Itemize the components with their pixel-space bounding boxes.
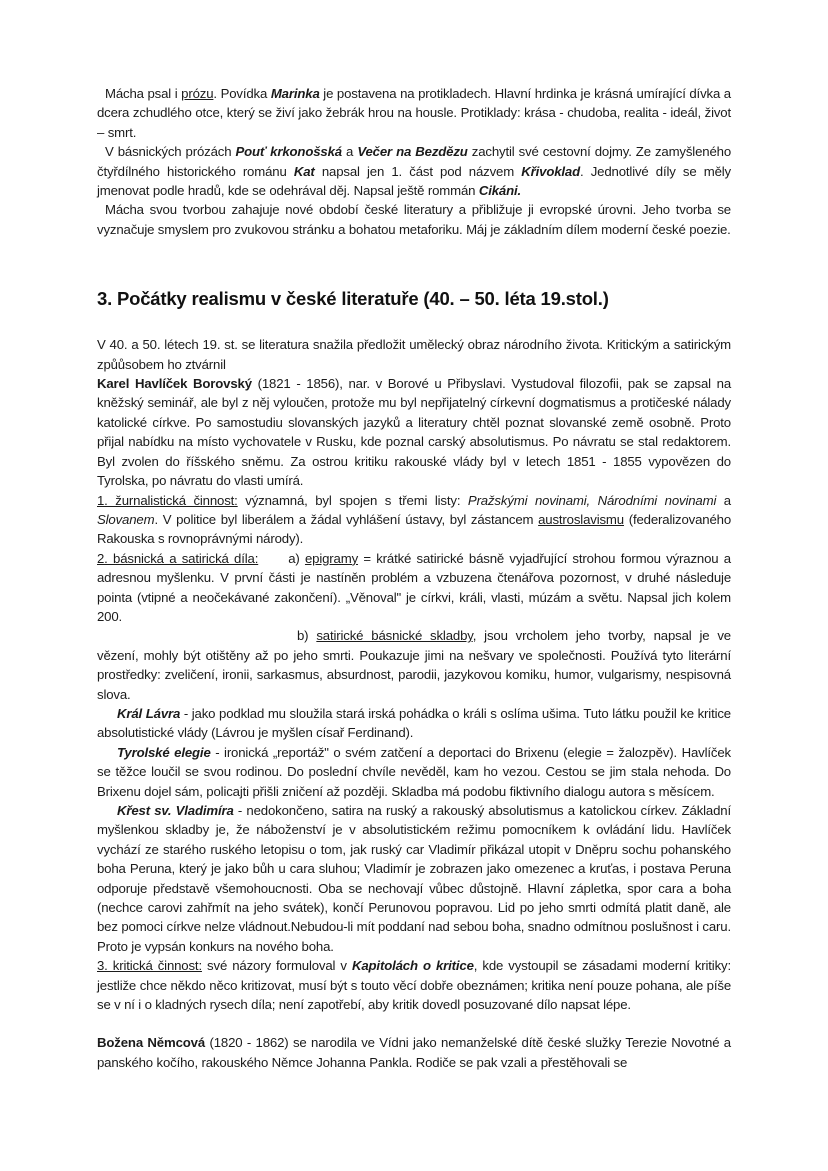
paragraph-poetry-b: b) satirické básnické skladby, jsou vrcholem jeho tvorby, napsal je ve vězení, mohly být otištěny až po jeho smrti. Poukazuje jimi na nešvary ve společnosti. Používá tyto literární prostředky: zveličení, ironii, sarkasmus, absurdnost, parodii, jazykovou komiku, humor, vulgarismy, nespisovná slova.	[97, 628, 731, 702]
paragraph-macha-summary: Mácha svou tvorbou zahajuje nové období české literatury a přibližuje ji evropské úrovni. Jeho tvorba se vyznačuje smyslem pro zvukovou stránku a bohatou metaforiku. Máj je základním dílem moderní české poezie.	[97, 202, 731, 237]
work-title-krest-vladimira: Křest sv. Vladimíra	[117, 803, 234, 818]
work-title-cikani: Cikáni.	[478, 183, 522, 199]
paragraph-havlicek-bio: Karel Havlíček Borovský (1821 - 1856), nar. v Borové u Přibyslavi. Vystudoval filozofii, pak se zapsal na kněžský seminář, ale byl z něj vyloučen, protože mu byl nepřijatelný církevní dogmatismus a protičeské nálady katolické církve. Po samostudiu slovanských jazyků a literatury chtěl poznat slovanské země osobně. Proto přijal nabídku na místo vychovatele v Rusku, kde poznal carský absolutismus. Po návratu se stal redaktorem. Byl zvolen do říšského sněmu. Za ostrou kritiku rakouské vlády byl v letech 1851 - 1855 vypovězen do Tyrolska, po návratu do vlasti umírá.	[97, 376, 731, 489]
paragraph-marinka: Mácha psal i prózu. Povídka Marinka je postavena na protikladech. Hlavní hrdinka je krásná umírající dívka a dcera zchudlého otce, který se živí jako žebrák hrou na housle. Protiklady: krása - chudoba, realita - ideál, život – smrt.	[97, 86, 731, 140]
paragraph-krest-vladimira: Křest sv. Vladimíra - nedokončeno, satira na ruský a rakouský absolutismus a katolickou církev. Základní myšlenkou skladby je, že náboženství je v absolutistickém režimu pomocníkem k ovládání lidu. Havlíček vychází ze starého ruského letopisu o tom, jak ruský car Vladimír přikázal utopit v Dněpru sochu pohanského boha Peruna, který je jako bůh u cara sluhou; Vladimír je zobrazen jako omezenec a kruťas, i postava Peruna odporuje představě všemohoucnosti. Oba se nechovají vůbec důstojně. Hlavní zápletka, spor cara a boha (nechce carovi zahřmít na jeho svátek), končí Perunovou popravou. Lid po jeho smrti odmítá platit daně, ale bez pomoci církve nelze vládnout.Nebudou-li mít poddaní nad sebou boha, snadno odmítnou poslušnost i caru. Proto je vypsán konkurs na nového boha.	[97, 803, 731, 954]
paragraph-journalism: 1. žurnalistická činnost: významná, byl spojen s třemi listy: Pražskými novinami, Národními novinami a Slovanem. V politice byl liberálem a žádal vyhlášení ústavy, byl zástancem austroslavismu (federalizovaného Rakouska s rovnoprávnými národy).	[97, 492, 731, 547]
work-title-marinka: Marinka	[270, 86, 320, 101]
paragraph-poetry-a: 2. básnická a satirická díla: a) epigramy = krátké satirické básně vyjadřující strohou formou výraznou a adresnou myšlenku. V první části je nastíněn problém a vzbuzena čtenářova pozornost, v druhé následuje pointa (vtipné a neočekávané zakončení). „Věnoval" je církvi, králi, vlasti, múzám a světu. Napsal jich kolem 200.	[97, 550, 731, 624]
paragraph-prozy: V básnických prózách Pouť krkonošská a Večer na Bezdězu zachytil své cestovní dojmy. Ze zamyšleného čtyřdílného historického románu Kat napsal jen 1. část pod názvem Křivoklad. Jednotlivé díly se měly jmenovat podle hradů, kde se odehrával děj. Napsal ještě rommán Cikáni.	[97, 144, 732, 199]
paragraph-nemcova-bio: Božena Němcová (1820 - 1862) se narodila ve Vídni jako nemanželské dítě české služky Terezie Novotné a panského kočího, rakouského Němce Johanna Pankla. Rodiče se pak vzali a přestěhovali se	[97, 1035, 731, 1070]
work-title-kapitoly: Kapitolách o kritice	[351, 958, 474, 974]
work-title-krivoklad: Křivoklad	[521, 163, 581, 179]
proza-underlined: prózu	[181, 86, 214, 101]
document-page	[97, 84, 731, 1072]
subheading-critic: 3. kritická činnost:	[97, 958, 202, 974]
work-title-kral-lavra: Král Lávra	[117, 705, 181, 721]
paragraph-gap	[97, 1014, 731, 1033]
paragraph-kral-lavra: Král Lávra - jako podklad mu sloužila stará irská pohádka o králi s oslíma ušima. Tuto látku použil ke kritice absolutistické vlády (Lávrou je myšlen císař Ferdinand).	[97, 705, 731, 741]
section-intro: V 40. a 50. létech 19. st. se literatura snažila předložit umělecký obraz národního života. Kritickým a satirickým způůsobem ho ztvárnil	[97, 337, 731, 372]
author-name-nemcova: Božena Němcová	[97, 1035, 206, 1051]
subheading-journalism: 1. žurnalistická činnost:	[97, 492, 238, 508]
section-heading: 3. Počátky realismu v české literatuře (40. – 50. léta 19.stol.)	[97, 288, 609, 310]
paragraph-tyrolske-elegie: Tyrolské elegie - ironická „reportáž" o svém zatčení a deportaci do Brixenu (elegie = žalozpěv). Havlíček se těžce loučil se svou rodinou. Do poslední chvíle nevěděl, kam ho vezou. Cestou se jim stala nehoda. Do Brixenu dojel sám, policajti přišli zničení až později. Skladba má podobu fiktivního dialogu autora s měsícem.	[97, 744, 731, 799]
work-title-vecer: Večer na Bezdězu	[357, 144, 468, 160]
work-title-kat: Kat	[293, 163, 315, 179]
work-title-pout: Pouť krkonošská	[235, 144, 342, 160]
author-name-havlicek: Karel Havlíček Borovský	[97, 376, 252, 392]
subheading-poetry: 2. básnická a satirická díla:	[97, 550, 259, 566]
paragraph-critic: 3. kritická činnost: své názory formuloval v Kapitolách o kritice, kde vystoupil se zásadami moderní kritiky: jestliže chce někdo něco kritizovat, musí být s touto věcí dobře obeznámen; kritika není pouze pohana, ale píše se v ní i o kladných rysech díla; není zapotřebí, aby kritik dovedl posuzované dílo napsat lépe.	[97, 958, 731, 1013]
work-title-tyrolske-elegie: Tyrolské elegie	[117, 744, 211, 760]
